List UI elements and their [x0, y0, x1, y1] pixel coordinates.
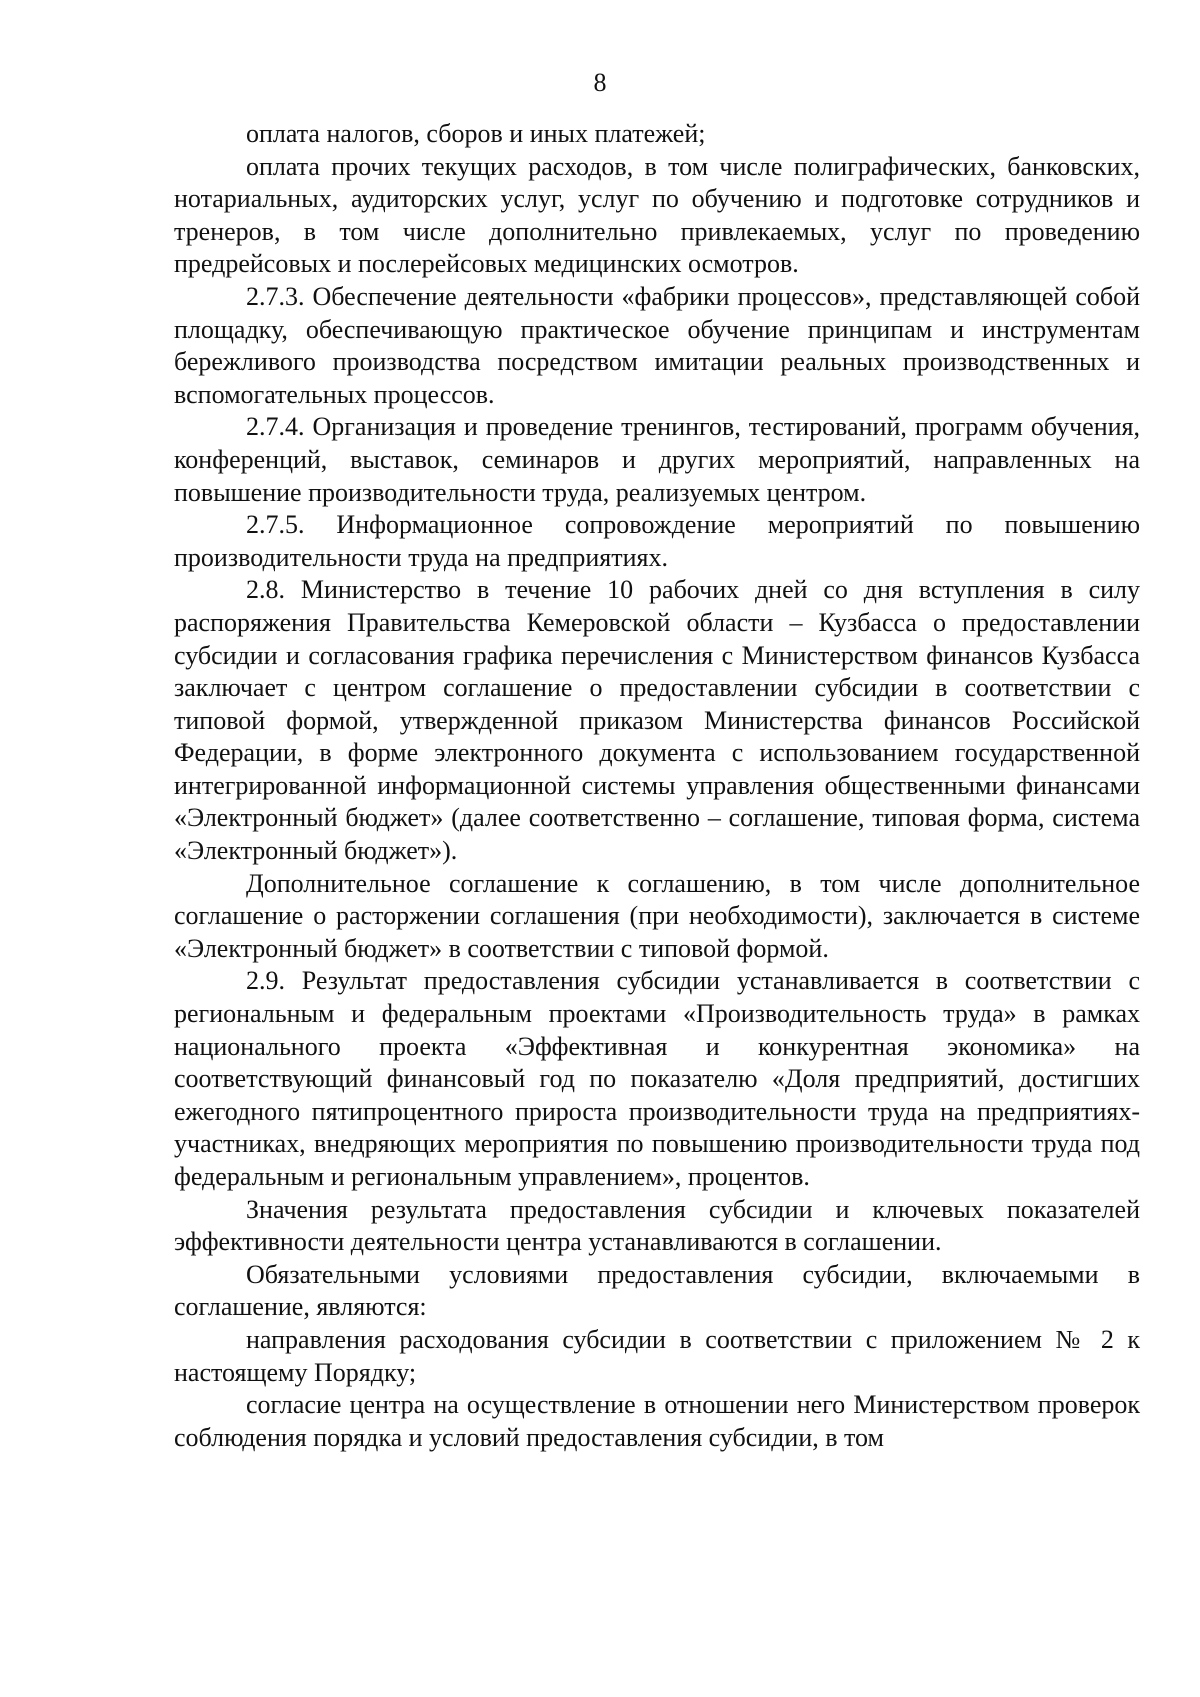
paragraph-2-7-4: 2.7.4. Организация и проведение тренингов, тестирований, программ обучения, конференций, выставок, семинаров и других мероприятий, направленных на повышение производительности труда, реализуемых центром.: [174, 412, 1140, 507]
paragraph-2-7-5: 2.7.5. Информационное сопровождение мероприятий по повышению производительности труда на предприятиях.: [174, 510, 1140, 572]
paragraph-result-values: Значения результата предоставления субсидии и ключевых показателей эффективности деятельности центра устанавливаются в соглашении.: [174, 1194, 1140, 1257]
paragraph-2-7-3: 2.7.3. Обеспечение деятельности «фабрики процессов», представляющей собой площадку, обеспечивающую практическое обучение принципам и инструментам бережливого производства посредством имитации реальных производственных и вспомогательных процессов.: [174, 281, 1140, 409]
paragraph-additional-agreement: Дополнительное соглашение к соглашению, в том числе дополнительное соглашение о расторжении соглашения (при необходимости), заключается в системе «Электронный бюджет» в соответствии с типовой формой.: [174, 868, 1140, 963]
paragraph-mandatory-conditions: Обязательными условиями предоставления субсидии, включаемыми в соглашение, являются:: [174, 1259, 1140, 1322]
paragraph-other-expenses: оплата прочих текущих расходов, в том числе полиграфических, банковских, нотариальных, аудиторских услуг, услуг по обучению и подготовке сотрудников и тренеров, в том числе дополнительно привлекаемых, услуг по проведению предрейсовых и послерейсовых медицинских осмотров.: [174, 151, 1140, 279]
page-number: 8: [593, 68, 607, 97]
paragraph-payment-taxes: оплата налогов, сборов и иных платежей;: [246, 119, 706, 148]
paragraph-consent-checks: согласие центра на осуществление в отношении него Министерством проверок соблюдения порядка и условий предоставления субсидии, в том: [174, 1390, 1140, 1452]
paragraph-spending-directions: направления расходования субсидии в соответствии с приложением № 2 к настоящему Порядку;: [174, 1324, 1140, 1387]
paragraph-2-9: 2.9. Результат предоставления субсидии устанавливается в соответствии с региональным и федеральным проектами «Производительность труда» в рамках национального проекта «Эффективная и конкурентная экономика» на соответствующий финансовый год по показателю «Доля предприятий, достигших ежегодного пятипроцентного прироста производительности труда на предприятиях-участниках, внедряющих мероприятия по повышению производительности труда под федеральным и региональным управлением», процентов.: [174, 966, 1140, 1191]
paragraph-2-8: 2.8. Министерство в течение 10 рабочих дней со дня вступления в силу распоряжения Правительства Кемеровской области – Кузбасса о предоставлении субсидии и согласования графика перечисления с Министерством финансов Кузбасса заключает с центром соглашение о предоставлении субсидии в соответствии с типовой формой, утвержденной приказом Министерства финансов Российской Федерации, в форме электронного документа с использованием государственной интегрированной информационной системы управления общественными финансами «Электронный бюджет» (далее соответственно – соглашение, типовая форма, система «Электронный бюджет»).: [174, 575, 1140, 866]
document-body: [174, 118, 1140, 1454]
